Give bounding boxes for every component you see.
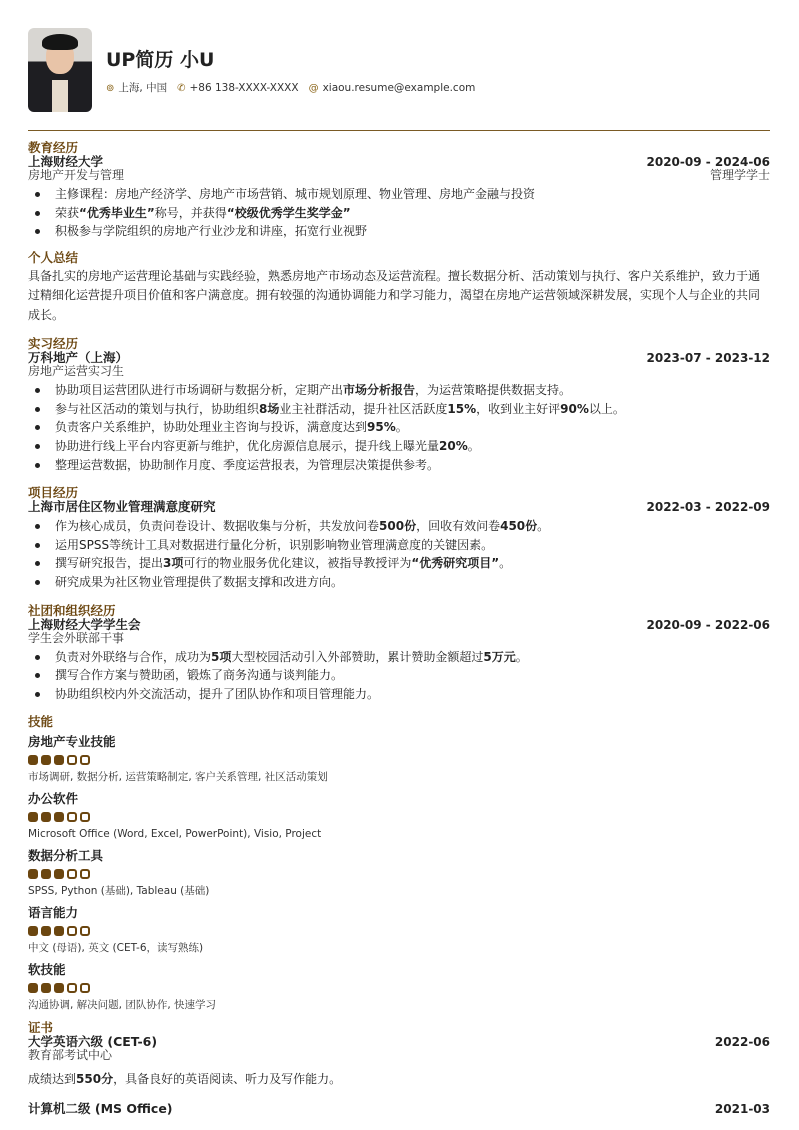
bullet-item xyxy=(28,381,770,400)
candidate-name: UP简历 小U xyxy=(106,49,215,71)
filled-dot-icon xyxy=(54,983,64,993)
text-segment: 负责对外联络与合作，成功为 xyxy=(55,649,212,664)
skill-item xyxy=(28,734,770,785)
empty-dot-icon xyxy=(67,926,77,936)
highlight-text: “校级优秀学生奖学金” xyxy=(226,205,351,220)
skills-section xyxy=(28,715,770,1013)
empty-dot-icon xyxy=(80,812,90,822)
skill-item xyxy=(28,905,770,956)
email-icon: @ xyxy=(308,82,319,94)
bullet-item xyxy=(28,685,770,704)
text-segment: 负责客户关系维护，协助处理业主咨询与投诉，满意度达到 xyxy=(55,420,368,435)
highlight-text: 90% xyxy=(560,401,589,416)
cert-description xyxy=(28,1070,770,1090)
cert-name: 大学英语六级 (CET-6) xyxy=(28,1034,158,1050)
certificates-section xyxy=(28,1021,770,1116)
phone: +86 138-XXXX-XXXX xyxy=(189,81,299,94)
organization: 上海财经大学学生会 xyxy=(28,616,141,632)
text-segment: 作为核心成员，负责问卷设计、数据收集与分析，共发放问卷 xyxy=(55,519,380,534)
skill-description: 中文 (母语), 英文 (CET-6，读写熟练) xyxy=(28,942,204,955)
highlight-text: 5项 xyxy=(211,649,232,664)
bullet-list xyxy=(28,381,770,474)
highlight-text: 95% xyxy=(367,420,396,435)
skill-description: 市场调研, 数据分析, 运营策略制定, 客户关系管理, 社区活动策划 xyxy=(28,771,328,784)
bullet-item xyxy=(28,418,770,437)
text-segment: ，回收有效问卷 xyxy=(416,519,501,534)
highlight-text: 8场 xyxy=(259,401,280,416)
text-segment: 积极参与学院组织的房地产行业沙龙和讲座，拓宽行业视野 xyxy=(55,224,368,239)
text-segment: 运用SPSS等统计工具对数据进行量化分析，识别影响物业管理满意度的关键因素。 xyxy=(55,537,494,552)
date: 2022-06 xyxy=(714,1035,770,1050)
highlight-text: 市场分析报告 xyxy=(343,383,416,398)
empty-dot-icon xyxy=(80,869,90,879)
education-section xyxy=(28,141,770,241)
filled-dot-icon xyxy=(41,869,51,879)
text-segment: 以上。 xyxy=(588,401,625,416)
section-title: 实习经历 xyxy=(28,336,79,352)
skill-level-rating xyxy=(28,755,770,765)
text-segment: 业主社群活动，提升社区活跃度 xyxy=(279,401,448,416)
highlight-text: 20% xyxy=(439,439,468,454)
divider xyxy=(28,130,770,131)
degree: 管理学学士 xyxy=(709,168,770,182)
skill-level-rating xyxy=(28,869,770,879)
date: 2023-07 - 2023-12 xyxy=(646,351,770,366)
text-segment: 协助进行线上平台内容更新与维护，优化房源信息展示，提升线上曝光量 xyxy=(55,439,440,454)
empty-dot-icon xyxy=(80,755,90,765)
text-segment: 整理运营数据，协助制作月度、季度运营报表，为管理层决策提供参考。 xyxy=(55,457,440,472)
bullet-item xyxy=(28,185,770,204)
empty-dot-icon xyxy=(67,755,77,765)
highlight-text: “优秀毕业生” xyxy=(79,205,155,220)
major: 房地产开发与管理 xyxy=(28,168,125,182)
section-title: 教育经历 xyxy=(28,140,79,155)
cert-issuer: 教育部考试中心 xyxy=(28,1048,113,1063)
role: 学生会外联部干事 xyxy=(28,630,125,645)
bullet-item xyxy=(28,648,770,667)
filled-dot-icon xyxy=(28,926,38,936)
bullet-item xyxy=(28,536,770,555)
school: 上海财经大学 xyxy=(28,154,104,169)
skill-name: 软技能 xyxy=(28,962,66,978)
bullet-item xyxy=(28,222,770,241)
text-segment: 协助组织校内外交流活动，提升了团队协作和项目管理能力。 xyxy=(55,686,380,701)
skill-name: 语言能力 xyxy=(28,905,79,921)
text-segment: 。 xyxy=(537,519,550,534)
skill-name: 数据分析工具 xyxy=(28,848,104,864)
date: 2022-03 - 2022-09 xyxy=(646,500,770,515)
bullet-item xyxy=(28,400,770,419)
text-segment: 荣获 xyxy=(55,205,80,220)
text-segment: ，为运营策略提供数据支持。 xyxy=(415,383,572,398)
filled-dot-icon xyxy=(28,755,38,765)
text-segment: 参与社区活动的策划与执行，协助组织 xyxy=(55,401,260,416)
phone-icon: ✆ xyxy=(177,82,186,94)
text-segment: 可行的物业服务优化建议，被指导教授评为 xyxy=(183,556,412,571)
summary-text: 具备扎实的房地产运营理论基础与实践经验，熟悉房地产市场动态及运营流程。擅长数据分析、活动策划与执行、客户关系维护，致力于通过精细化运营提升项目价值和客户满意度。拥有较强的沟通协调能力和学习能力，渴望在房地产运营领域深耕发展，实现个人与企业的共同成长。 xyxy=(28,268,761,322)
bullet-item xyxy=(28,437,770,456)
bullet-item xyxy=(28,517,770,536)
filled-dot-icon xyxy=(28,812,38,822)
filled-dot-icon xyxy=(54,812,64,822)
text-segment: 称号，并获得 xyxy=(154,205,227,220)
text-segment: 。 xyxy=(467,439,480,454)
empty-dot-icon xyxy=(67,869,77,879)
bullet-item xyxy=(28,456,770,475)
filled-dot-icon xyxy=(41,926,51,936)
skill-name: 办公软件 xyxy=(28,791,79,807)
highlight-text: 550分 xyxy=(76,1072,114,1087)
text-segment: 研究成果为社区物业管理提供了数据支撑和改进方向。 xyxy=(55,575,344,590)
text-segment: ，收到业主好评 xyxy=(476,401,561,416)
location: 上海, 中国 xyxy=(118,82,168,94)
bullet-list xyxy=(28,648,770,704)
highlight-text: 500份 xyxy=(379,519,417,534)
skill-name: 房地产专业技能 xyxy=(28,734,116,750)
skill-item xyxy=(28,848,770,899)
empty-dot-icon xyxy=(67,983,77,993)
highlight-text: 15% xyxy=(447,401,477,416)
bullet-item xyxy=(28,554,770,573)
text-segment: 。 xyxy=(499,556,512,571)
empty-dot-icon xyxy=(80,983,90,993)
section-title: 技能 xyxy=(28,714,54,730)
skill-description: 沟通协调, 解决问题, 团队协作, 快速学习 xyxy=(28,999,217,1012)
text-segment: 大型校园活动引入外部赞助，累计赞助金额超过 xyxy=(231,649,484,664)
role: 房地产运营实习生 xyxy=(28,364,125,379)
text-segment: 。 xyxy=(395,420,408,435)
project-name: 上海市居住区物业管理满意度研究 xyxy=(28,499,216,515)
text-segment: 主修课程：房地产经济学、房地产市场营销、城市规划原理、物业管理、房地产金融与投资 xyxy=(55,187,536,201)
skill-description: Microsoft Office (Word, Excel, PowerPoint), Visio, Project xyxy=(28,828,322,841)
text-segment: 成绩达到 xyxy=(28,1072,77,1087)
location-pin-icon: ⊚ xyxy=(106,83,115,94)
highlight-text: 3项 xyxy=(163,556,184,571)
highlight-text: 450份 xyxy=(500,519,538,534)
filled-dot-icon xyxy=(54,926,64,936)
header xyxy=(28,28,770,112)
text-segment: 协助项目运营团队进行市场调研与数据分析，定期产出 xyxy=(55,383,344,398)
date: 2020-09 - 2024-06 xyxy=(646,155,770,169)
club-section xyxy=(28,604,770,704)
filled-dot-icon xyxy=(41,983,51,993)
bullet-list xyxy=(28,185,770,241)
summary-section xyxy=(28,251,770,326)
highlight-text: “优秀研究项目” xyxy=(411,556,500,571)
skill-item xyxy=(28,962,770,1013)
skill-level-rating xyxy=(28,983,770,993)
skill-description: SPSS, Python (基础), Tableau (基础) xyxy=(28,885,210,898)
text-segment: 撰写合作方案与赞助函，锻炼了商务沟通与谈判能力。 xyxy=(55,668,344,683)
section-title: 项目经历 xyxy=(28,485,79,501)
section-title: 个人总结 xyxy=(28,249,79,265)
project-section xyxy=(28,486,770,591)
filled-dot-icon xyxy=(54,755,64,765)
filled-dot-icon xyxy=(54,869,64,879)
date: 2020-09 - 2022-06 xyxy=(646,617,770,632)
date: 2021-03 xyxy=(714,1101,770,1116)
filled-dot-icon xyxy=(28,983,38,993)
text-segment: 。 xyxy=(515,649,528,664)
profile-photo xyxy=(28,28,92,112)
text-segment: ，具备良好的英语阅读、听力及写作能力。 xyxy=(113,1072,342,1087)
text-segment: 撰写研究报告，提出 xyxy=(55,556,164,571)
empty-dot-icon xyxy=(80,926,90,936)
bullet-list xyxy=(28,517,770,591)
bullet-item xyxy=(28,666,770,685)
filled-dot-icon xyxy=(41,812,51,822)
skill-level-rating xyxy=(28,812,770,822)
section-title: 证书 xyxy=(28,1020,54,1036)
bullet-item xyxy=(28,204,770,223)
resume xyxy=(28,28,770,1124)
empty-dot-icon xyxy=(67,812,77,822)
skill-level-rating xyxy=(28,926,770,936)
internship-section xyxy=(28,337,770,474)
filled-dot-icon xyxy=(41,755,51,765)
highlight-text: 5万元 xyxy=(483,649,516,664)
skill-item xyxy=(28,791,770,842)
cert-name: 计算机二级 (MS Office) xyxy=(28,1100,173,1116)
section-title: 社团和组织经历 xyxy=(28,602,116,618)
filled-dot-icon xyxy=(28,869,38,879)
company: 万科地产（上海） xyxy=(28,350,129,366)
bullet-item xyxy=(28,573,770,592)
email[interactable]: xiaou.resume@example.com xyxy=(322,81,476,94)
